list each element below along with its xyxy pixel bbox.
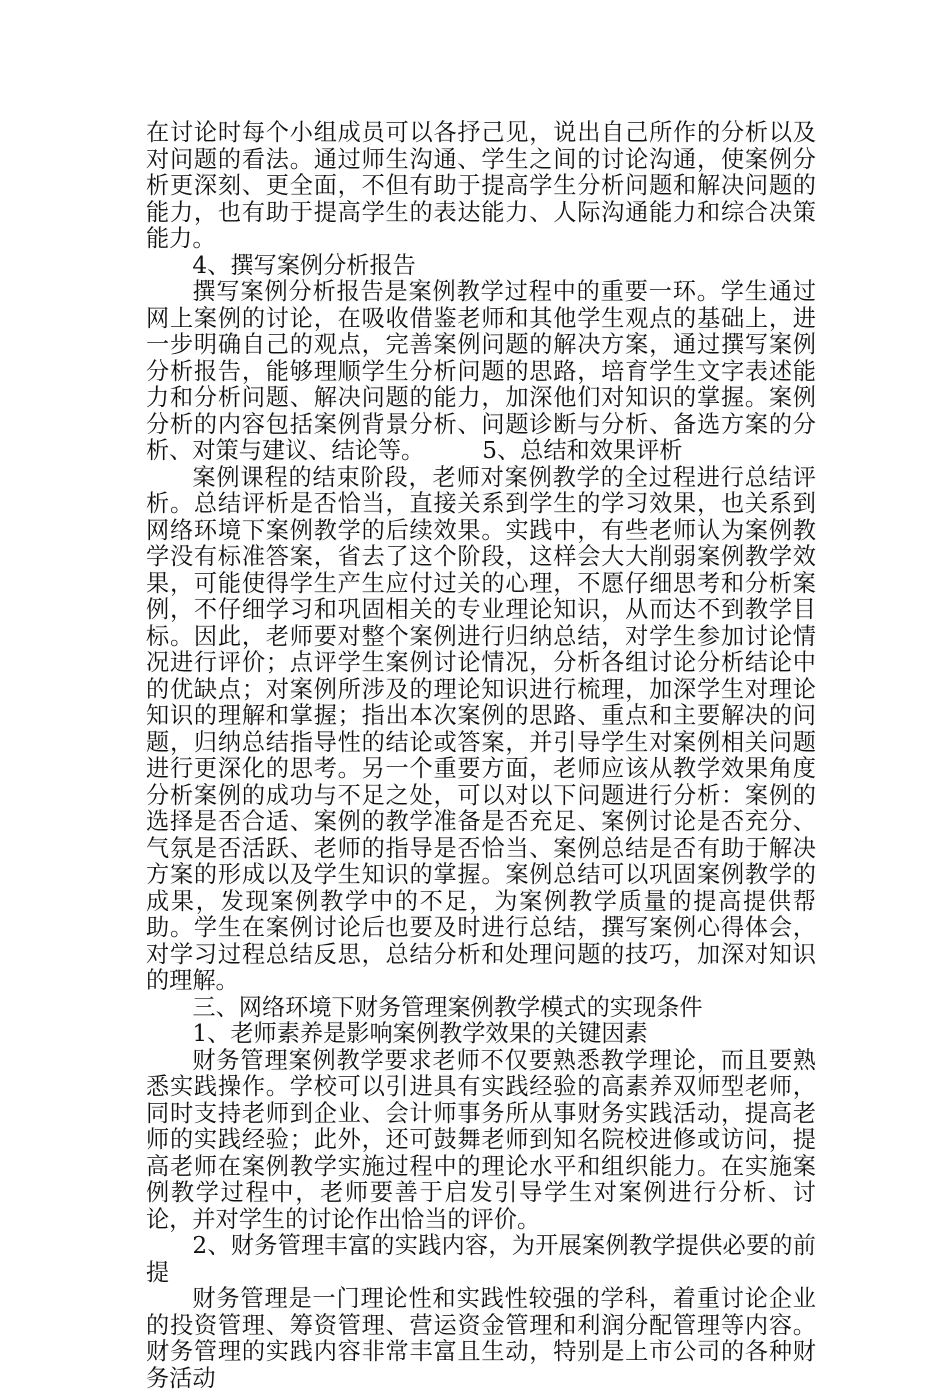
paragraph: 财务管理是一门理论性和实践性较强的学科，着重讨论企业的投资管理、筹资管理、营运资金管理和利润分配管理等内容。财务管理的实践内容非常丰富且生动，特别是上市公司的各种财务活动 bbox=[146, 1285, 816, 1392]
paragraph: 财务管理案例教学要求老师不仅要熟悉教学理论，而且要熟悉实践操作。学校可以引进具有实践经验的高素养双师型老师，同时支持老师到企业、会计师事务所从事财务实践活动，提高老师的实践经验；此外，还可鼓舞老师到知名院校进修或访问，提高老师在案例教学实施过程中的理论水平和组织能力。在实施案例教学过程中，老师要善于启发引导学生对案例进行分析、讨论，并对学生的讨论作出恰当的评价。 bbox=[146, 1046, 816, 1233]
paragraph: 撰写案例分析报告是案例教学过程中的重要一环。学生通过网上案例的讨论，在吸收借鉴老师和其他学生观点的基础上，进一步明确自己的观点，完善案例问题的解决方案，通过撰写案例分析报告，能够理顺学生分析问题的思路，培育学生文字表述能力和分析问题、解决问题的能力，加深他们对知识的掌握。案例分析的内容包括案例背景分析、问题诊断与分析、备选方案的分析、对策与建议、结论等。 5、总结和效果评析 bbox=[146, 278, 816, 464]
document-body bbox=[146, 120, 816, 1392]
section-heading: 1、老师素养是影响案例教学效果的关键因素 bbox=[192, 1020, 648, 1047]
section-heading: 4、撰写案例分析报告 bbox=[192, 251, 416, 279]
paragraph: 在讨论时每个小组成员可以各抒己见，说出自己所作的分析以及对问题的看法。通过师生沟通、学生之间的讨论沟通，使案例分析更深刻、更全面，不但有助于提高学生分析问题和解决问题的能力，也有助于提高学生的表达能力、人际沟通能力和综合决策能力。 bbox=[146, 119, 816, 252]
section-heading: 三、网络环境下财务管理案例教学模式的实现条件 bbox=[192, 993, 703, 1021]
paragraph: 案例课程的结束阶段，老师对案例教学的全过程进行总结评析。总结评析是否恰当，直接关系到学生的学习效果，也关系到网络环境下案例教学的后续效果。实践中，有些老师认为案例教学没有标准答案，省去了这个阶段，这样会大大削弱案例教学效果，可能使得学生产生应付过关的心理，不愿仔细思考和分析案例，不仔细学习和巩固相关的专业理论知识，从而达不到教学目标。因此，老师要对整个案例进行归纳总结，对学生参加讨论情况进行评价；点评学生案例讨论情况，分析各组讨论分析结论中的优缺点；对案例所涉及的理论知识进行梳理，加深学生对理论知识的理解和掌握；指出本次案例的思路、重点和主要解决的问题，归纳总结指导性的结论或答案，并引导学生对案例相关问题进行更深化的思考。另一个重要方面，老师应该从教学效果角度分析案例的成功与不足之处，可以对以下问题进行分析：案例的选择是否合适、案例的教学准备是否充足、案例讨论是否充分、气氛是否活跃、老师的指导是否恰当、案例总结是否有助于解决方案的形成以及学生知识的掌握。案例总结可以巩固案例教学的成果，发现案例教学中的不足，为案例教学质量的提高提供帮助。学生在案例讨论后也要及时进行总结，撰写案例心得体会，对学习过程总结反思，总结分析和处理问题的技巧，加深对知识的理解。 bbox=[146, 463, 816, 994]
section-heading: 2、财务管理丰富的实践内容，为开展案例教学提供必要的前提 bbox=[146, 1232, 816, 1286]
